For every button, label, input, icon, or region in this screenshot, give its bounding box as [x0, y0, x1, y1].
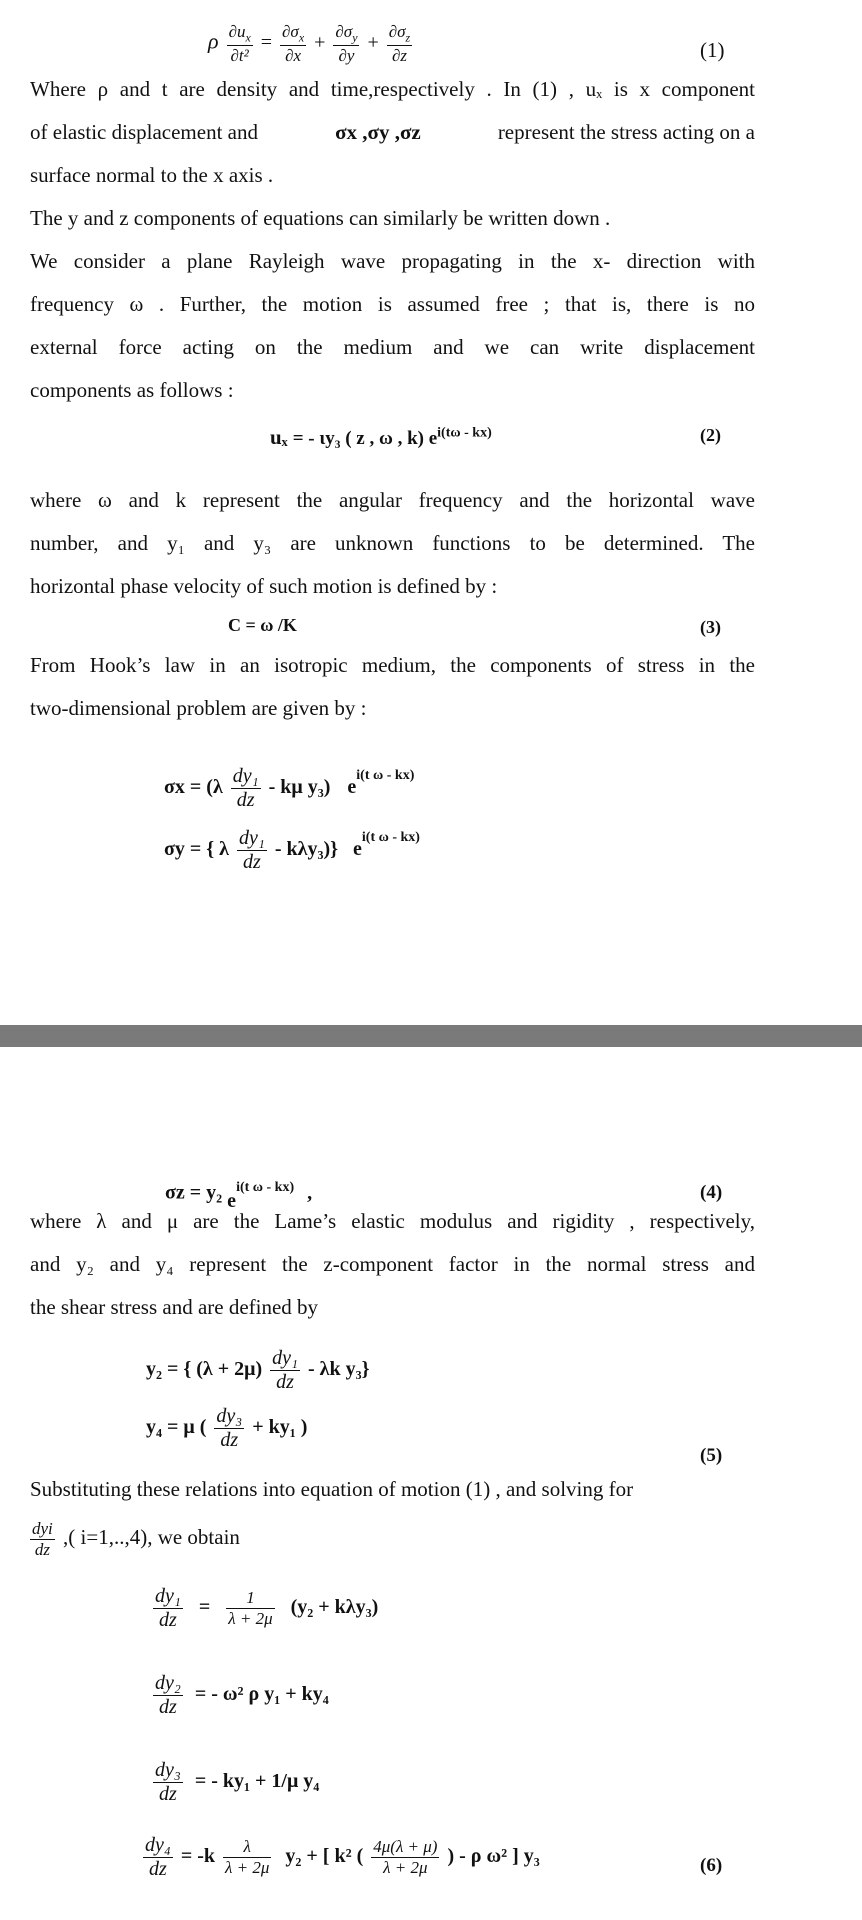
equation-4-number: (4) — [700, 1182, 723, 1203]
stress-symbols: σx ,σy ,σz — [335, 120, 421, 144]
equation-6c: $\frac{\text{dy₃}}{dz}$ = - ky₁ + 1/μ y₄ — [155, 1759, 320, 1805]
paragraph-4: where λ and μ are the Lame’s elastic modulus and rigidity , respectively, and y₂ and y₄ represent the z-component factor in the normal stress and the shear stress and are defined by — [30, 1209, 755, 1319]
equation-4: σz = y₂ $e^{i(t \omega - kx)}$ , — [165, 1180, 313, 1212]
eq1-lhs-fraction: $\frac{\partial u_x}{\text{∂t²}}$ — [228, 22, 251, 66]
equation-5a: y₂ = { (λ + 2μ) $\frac{\text{dy₁}}{dz}$ - λk y₃} — [146, 1347, 370, 1393]
eq1-term-x: $\frac{\partial\sigma_x}{\partial x}$ — [282, 22, 305, 66]
page-divider — [0, 1025, 862, 1047]
paragraph-2: where ω and k represent the angular frequency and the horizontal wave number, and y₁ and y₃ are unknown functions to be determined. The horizontal phase velocity of such motion is defined by : — [30, 488, 755, 598]
eq1-term-z: $\frac{\partial\sigma_z}{\partial z}$ — [388, 22, 411, 66]
eq1-rho: ρ — [208, 28, 219, 54]
equation-sigma-y: σy = { λ $\frac{\text{dy₁}}{dz}$ - kλy₃)} $e^{i(t \omega - kx)}$ — [164, 827, 420, 873]
paragraph-5: Substituting these relations into equation of motion (1) , and solving for $\frac{\text{dyi}}{dz}$ ,( i=1,..,4), we obtain — [30, 1477, 634, 1559]
equation-6a: $\frac{\text{dy₁}}{dz}$ = $\frac{1}{\lambda + 2\mu}$ (y₂ + kλy₃) — [155, 1585, 379, 1631]
equation-2: uₓ = - ɩy₃ ( z , ω , k) $e^{i(t\omega - kx)}$ — [270, 425, 492, 449]
paragraph-1: Where ρ and t are density and time,respectively . In (1) , uₓ is x component of elastic displacement and σx ,σy ,σz represent the stress acting on a surface normal to the x axis . The y and z components of equations can similarly be written down . We consider a plane Rayleigh wave propagating in the x- direction with frequency ω . Further, the motion is assumed free ; that is, there is no external force acting on the medium and we can write displacement components as follows : — [30, 77, 755, 402]
equation-2-number: (2) — [700, 425, 721, 445]
eq1-term-y: $\frac{\partial\sigma_y}{\partial y}$ — [335, 22, 358, 66]
page-bottom — [0, 1047, 862, 1920]
equation-6b: $\frac{\text{dy₂}}{dz}$ = - ω² ρ y₁ + ky₄ — [155, 1672, 329, 1718]
equation-3-number: (3) — [700, 617, 721, 637]
equation-6-number: (6) — [700, 1855, 723, 1876]
equation-6d: $\frac{\text{dy₄}}{dz}$ = -k $\frac{\lambda}{\lambda + 2\mu}$ y₂ + [ k² ( $\frac{4\mu(\lambda + \mu)}{\lambda + 2\mu}$ ) - ρ ω² ] y₃ — [145, 1834, 540, 1880]
equation-1-number: (1) — [700, 38, 725, 62]
paragraph-3: From Hook’s law in an isotropic medium, the components of stress in the two-dimensional problem are given by : — [30, 653, 755, 720]
equation-5-number: (5) — [700, 1445, 723, 1466]
equation-3: C = ω /K — [228, 615, 297, 635]
equation-1: ρ $\frac{\partial u_x}{\text{∂t²}}$ = $\frac{\partial\sigma_x}{\partial x}$ + $\frac{\partial\sigma_y}{\partial y}$ + $\frac{\partial\sigma_z}{\partial z}$ — [208, 22, 411, 66]
equation-sigma-x: σx = (λ $\frac{\text{dy₁}}{dz}$ - kμ y₃) $e^{i(t \omega - kx)}$ — [164, 765, 415, 811]
equation-5b: y₄ = μ ( $\frac{\text{dy₃}}{dz}$ + ky₁ ) — [146, 1405, 308, 1451]
